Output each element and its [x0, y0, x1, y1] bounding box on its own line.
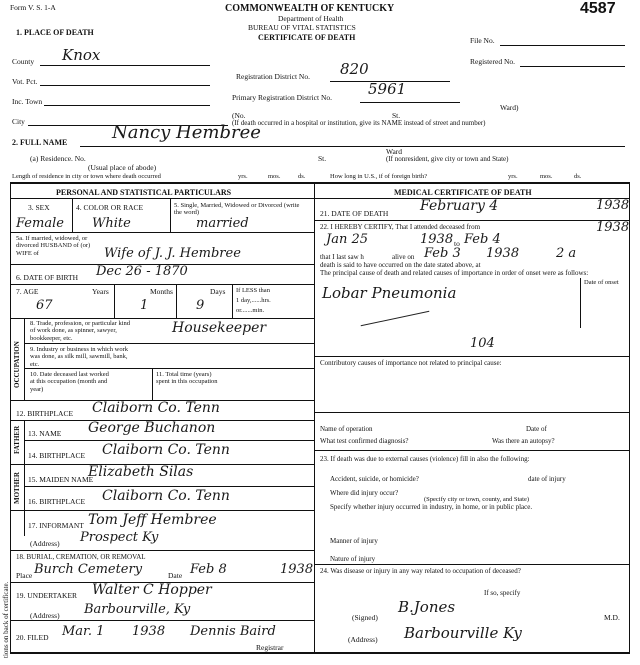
serial-number: 4587 [580, 0, 616, 17]
undertaker-address-label: (Address) [30, 611, 60, 620]
mother-birthplace-label: 16. BIRTHPLACE [28, 497, 86, 506]
sex-value: Female [16, 216, 64, 231]
county-label: County [12, 57, 35, 66]
dob-label: 6. DATE OF BIRTH [16, 273, 79, 282]
if-less-than: If LESS than [236, 287, 270, 294]
where-injury: Where did injury occur? [330, 489, 399, 497]
attend-from-year: 1938 [420, 232, 454, 247]
informant-label: 17. INFORMANT [28, 521, 84, 530]
burial-date-value: Feb 8 [190, 562, 227, 577]
informant-address-label: (Address) [30, 539, 60, 548]
usual-place-note: (Usual place of abode) [88, 163, 157, 172]
external-causes: 23. If death was due to external causes (violence) fill in also the following: [320, 455, 530, 463]
dept-name: Department of Health [278, 14, 344, 23]
side-note [0, 430, 10, 660]
age-months: 1 [140, 298, 149, 313]
principal-cause: The principal cause of death and related causes of importance in order of onset were as follows: [320, 269, 589, 277]
yrs-label: yrs. [238, 173, 248, 180]
father-name-label: 13. NAME [28, 429, 62, 438]
accident-label: Accident, suicide, or homicide? [330, 475, 419, 483]
operation-label: Name of operation [320, 425, 373, 433]
full-name-label: 2. FULL NAME [12, 138, 68, 147]
date-of-death-label: 21. DATE OF DEATH [320, 209, 389, 218]
medical-address-value: Barbourville Ky [404, 624, 522, 642]
burial-place-value: Burch Cemetery [34, 562, 143, 577]
date-of-label: Date of [526, 425, 547, 433]
registration-district-value: 820 [340, 60, 369, 78]
how-long-us: How long in U.S., if of foreign birth? [330, 173, 428, 180]
bureau-name: BUREAU OF VITAL STATISTICS [248, 23, 356, 32]
death-time: 2 a [556, 246, 577, 261]
residence-label: (a) Residence. No. [30, 154, 86, 163]
st-label: St. [392, 111, 401, 120]
filed-date: Mar. 1 [62, 624, 105, 639]
q24-occupation: 24. Was disease or injury in any way related to occupation of deceased? [320, 567, 521, 575]
hospital-note: (If death occurred in a hospital or institution, give its NAME instead of street and number) [232, 119, 486, 127]
ward-label: Ward) [500, 103, 519, 112]
father-name-value: George Buchanon [88, 420, 216, 436]
age-label: 7. AGE [16, 287, 39, 296]
residence-ward-label: Ward [386, 147, 403, 156]
manner-injury: Manner of injury [330, 537, 378, 545]
color-value: White [92, 216, 131, 231]
full-name-value: Nancy Hembree [112, 122, 261, 143]
attend-to: Feb 4 [464, 232, 501, 247]
mother-birthplace-value: Claiborn Co. Tenn [102, 488, 230, 504]
side-note-text: tions on back of certificate. [2, 581, 10, 658]
marital-label: 5. Single, Married, Widowed or Divorced (write the word) [174, 202, 300, 217]
dob-value: Dec 26 - 1870 [96, 264, 188, 279]
informant-value: Tom Jeff Hembree [88, 512, 217, 528]
medical-header: MEDICAL CERTIFICATE OF DEATH [394, 188, 532, 197]
marital-value: married [196, 216, 249, 231]
vot-pct-label: Vot. Pct. [12, 77, 38, 86]
burial-label: 18. BURIAL, CREMATION, OR REMOVAL [16, 553, 146, 561]
spouse-value: Wife of J. J. Hembree [104, 246, 241, 261]
day-hrs: 1 day,......hrs. [236, 297, 271, 304]
nonresident-note: (If nonresident, give city or town and State) [386, 155, 509, 163]
burial-place-label: Place [16, 571, 33, 580]
inc-town-label: Inc. Town [12, 97, 43, 106]
alive-year: 1938 [486, 246, 520, 261]
form-number: Form V. S. 1-A [10, 3, 56, 12]
specify-injury: Specify whether injury occurred in industry, in home, or in public place. [330, 503, 533, 511]
no-label: (No. [232, 111, 246, 120]
signed-label: (Signed) [352, 613, 378, 622]
occ11-label: 11. Total time (years) spent in this occupation [156, 371, 218, 386]
mother-vertical: MOTHER [13, 472, 21, 504]
father-vertical: FATHER [13, 425, 21, 454]
informant-address: Prospect Ky [80, 530, 159, 545]
yrs-label-2: yrs. [508, 173, 518, 180]
occ8-value: Housekeeper [172, 320, 267, 336]
registrar-name: Dennis Baird [190, 624, 276, 639]
attend-to-year: 1938 [596, 220, 630, 235]
birthplace-value: Claiborn Co. Tenn [92, 400, 220, 416]
mos-label: mos. [268, 173, 281, 180]
burial-date-label: Date [168, 571, 183, 580]
test-confirmed: What test confirmed diagnosis? [320, 437, 409, 445]
contributory-causes: Contributory causes of importance not related to principal cause: [320, 359, 502, 367]
ds-label-2: ds. [574, 173, 582, 180]
residence-st-label: St. [318, 154, 327, 163]
autopsy-label: Was there an autopsy? [492, 437, 555, 445]
date-injury-label: date of injury [528, 475, 566, 483]
age-years: 67 [36, 298, 53, 313]
primary-registration-value: 5961 [368, 80, 407, 98]
city-label: City [12, 117, 25, 126]
mos-label-2: mos. [540, 173, 553, 180]
registration-district-label: Registration District No. [236, 72, 310, 81]
filed-label: 20. FILED [16, 633, 49, 642]
registered-no-label: Registered No. [470, 57, 515, 66]
days-label: Days [210, 287, 226, 296]
mother-name-label: 15. MAIDEN NAME [28, 475, 94, 484]
certify-label: 22. I HEREBY CERTIFY, That I attended deceased from [320, 223, 481, 231]
years-label: Years [92, 287, 109, 296]
last-saw: that I last saw h [320, 253, 364, 261]
occ8-label: 8. Trade, profession, or particular kind of work done, as spinner, sawyer, bookkeeper, etc. [30, 320, 131, 342]
mother-name-value: Elizabeth Silas [88, 464, 194, 480]
length-of-residence: Length of residence in city or town where death occurred [12, 173, 161, 180]
org-title: COMMONWEALTH OF KENTUCKY [225, 3, 395, 14]
father-birthplace-value: Claiborn Co. Tenn [102, 442, 230, 458]
to-label: to [454, 239, 460, 248]
registrar-label: Registrar [256, 643, 284, 652]
months-label: Months [150, 287, 173, 296]
undertaker-address: Barbourville, Ky [84, 602, 191, 617]
occ9-label: 9. Industry or business in which work was done, as silk mill, sawmill, bank, etc. [30, 346, 129, 368]
color-label: 4. COLOR OR RACE [76, 203, 144, 212]
filed-year: 1938 [132, 624, 166, 639]
spouse-label: 5a. If married, widowed, or divorced HUSBAND of (or) WIFE of [16, 235, 91, 257]
occupation-vertical: OCCUPATION [13, 341, 21, 388]
occ10-label: 10. Date deceased last worked at this occupation (month and year) [30, 371, 109, 393]
medical-address-label: (Address) [348, 635, 378, 644]
burial-year-value: 1938 [280, 562, 314, 577]
personal-particulars-header: PERSONAL AND STATISTICAL PARTICULARS [56, 188, 232, 197]
alive-date: Feb 3 [424, 246, 461, 261]
md-label: M.D. [604, 613, 620, 622]
cause-number: 104 [470, 336, 495, 351]
county-value: Knox [62, 46, 101, 64]
death-said: death is said to have occurred on the date stated above, at [320, 261, 481, 269]
primary-registration-label: Primary Registration District No. [232, 93, 332, 102]
where-note: (Specify city or town, county, and State) [424, 496, 529, 503]
age-days: 9 [196, 298, 205, 313]
father-birthplace-label: 14. BIRTHPLACE [28, 451, 86, 460]
date-of-death-value: February 4 [420, 198, 499, 214]
undertaker-value: Walter C Hopper [92, 582, 212, 598]
place-of-death-section: 1. PLACE OF DEATH [16, 28, 94, 37]
date-onset-label: Date of onset [584, 279, 619, 286]
nature-injury: Nature of injury [330, 555, 376, 563]
certificate-title: CERTIFICATE OF DEATH [258, 33, 356, 42]
or-min: or.......min. [236, 307, 265, 314]
cause-of-death: Lobar Pneumonia [322, 284, 457, 302]
date-of-death-year: 1938 [596, 198, 630, 213]
sex-label: 3. SEX [28, 203, 50, 212]
signed-value: B.Jones [398, 598, 456, 616]
undertaker-label: 19. UNDERTAKER [16, 591, 78, 600]
birthplace-label: 12. BIRTHPLACE [16, 409, 74, 418]
ds-label: ds. [298, 173, 306, 180]
file-no-label: File No. [470, 36, 495, 45]
attend-from: Jan 25 [326, 232, 369, 247]
alive-on: alive on [392, 253, 415, 261]
if-so-specify: If so, specify [484, 589, 521, 597]
